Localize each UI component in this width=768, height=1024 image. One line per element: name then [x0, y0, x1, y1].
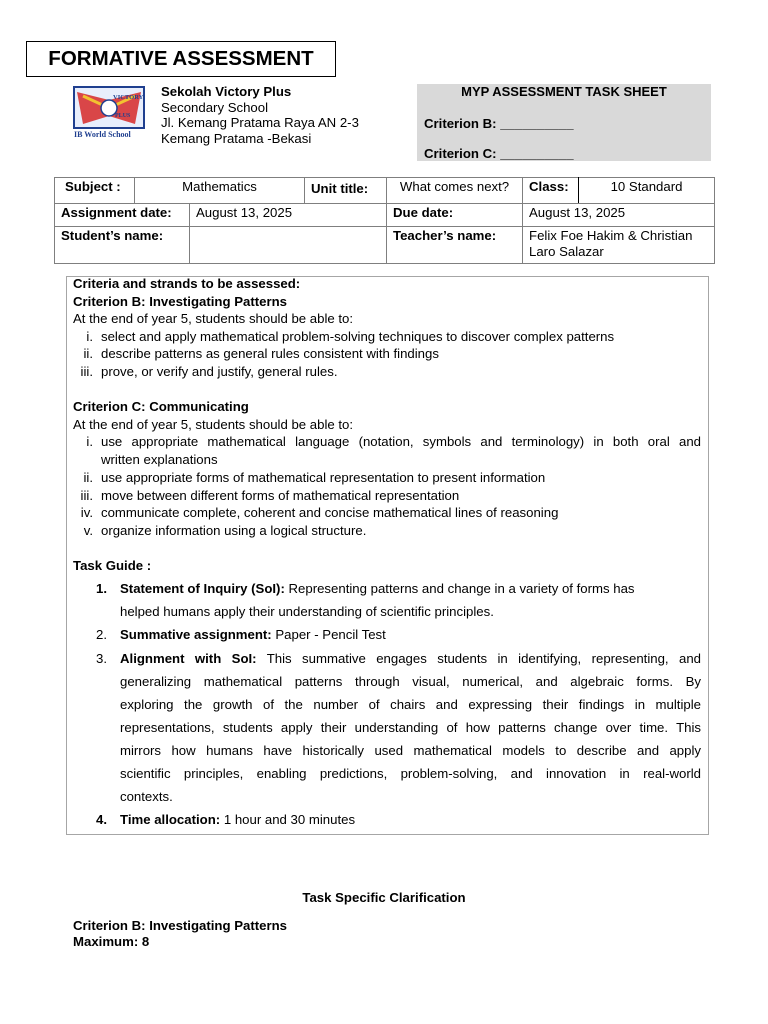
assignment-date-value: August 13, 2025: [190, 204, 387, 227]
task-item-text: scientific principles, enabling predictions, problem-solving, and innovation in real-world: [120, 766, 701, 781]
criterion-c-item-text: organize information using a logical structure.: [101, 523, 367, 538]
task-item-text: This summative engages students in identifying, representing, and: [266, 651, 701, 666]
clarification-maximum: Maximum: 8: [73, 934, 150, 949]
student-name-value[interactable]: [190, 227, 387, 264]
criterion-b-title: Criterion B: Investigating Patterns: [73, 294, 287, 309]
logo-text-bottom: PLUS: [115, 113, 131, 119]
student-name-label: Student’s name:: [55, 227, 190, 264]
task-item-label: Statement of Inquiry (SoI):: [120, 581, 285, 596]
criterion-b-item-text: describe patterns as general rules consistent with findings: [101, 346, 439, 361]
unit-title-label: Unit title:: [305, 178, 387, 204]
criterion-c-field: Criterion C: __________: [424, 146, 574, 161]
task-item-text: exploring the growth of the number of chairs and expressing their findings in multiple: [120, 697, 701, 712]
criterion-b-intro: At the end of year 5, students should be able to:: [73, 311, 354, 326]
subject-value: Mathematics: [135, 178, 305, 204]
task-item-number: 3.: [96, 651, 107, 666]
criterion-b-item-number: i.: [86, 329, 93, 344]
task-item-summative: [120, 627, 386, 643]
task-item-text: generalizing mathematical patterns through visual, numerical, and algebraic forms. By: [120, 674, 701, 689]
school-info: [161, 84, 359, 146]
task-item-text: Paper - Pencil Test: [275, 627, 386, 642]
criterion-c-intro: At the end of year 5, students should be able to:: [73, 417, 354, 432]
teacher-name-label: Teacher’s name:: [387, 227, 523, 264]
task-item-text: contexts.: [120, 789, 173, 804]
criteria-heading: Criteria and strands to be assessed:: [73, 276, 301, 291]
task-item-label: Alignment with SoI:: [120, 651, 257, 666]
criterion-c-item-number: iii.: [80, 488, 93, 503]
task-item-alignment: [120, 651, 701, 667]
class-value: 10 Standard: [579, 178, 715, 204]
clarification-heading: Task Specific Clarification: [302, 890, 466, 905]
address-line-2: Kemang Pratama -Bekasi: [161, 130, 312, 146]
criterion-b-field: Criterion B: __________: [424, 116, 574, 131]
criterion-c-item-number: ii.: [83, 470, 93, 485]
criterion-b-item-text: prove, or verify and justify, general rules.: [101, 364, 338, 379]
task-item-text: representations, students apply their understanding of how patterns change over time. This: [120, 720, 701, 735]
task-item-number: 4.: [96, 812, 107, 827]
teacher-name-line-1: Felix Foe Hakim & Christian: [529, 228, 693, 243]
criterion-c-item-text: use appropriate mathematical language (notation, symbols and terminology) in both oral and: [101, 434, 701, 449]
task-item-text: Representing patterns and change in a variety of forms has: [288, 581, 635, 596]
teacher-name-value: [523, 227, 715, 264]
criterion-c-title: Criterion C: Communicating: [73, 399, 249, 414]
class-label: Class:: [523, 178, 579, 204]
task-item-number: 1.: [96, 581, 107, 596]
task-item-text: mirrors how humans have historically used mathematical models to describe and apply: [120, 743, 701, 758]
task-guide-heading: Task Guide :: [73, 558, 152, 573]
subject-label: Subject :: [55, 178, 135, 204]
criterion-c-item-number: iv.: [80, 505, 93, 520]
logo-text-top: VICTORY: [113, 94, 144, 101]
task-item-text: 1 hour and 30 minutes: [223, 812, 356, 827]
criterion-b-item-text: select and apply mathematical problem-solving techniques to discover complex patterns: [101, 329, 615, 344]
myp-heading: MYP ASSESSMENT TASK SHEET: [461, 84, 667, 99]
criterion-c-item-number: v.: [83, 523, 93, 538]
task-item-text: helped humans apply their understanding of scientific principles.: [120, 604, 494, 619]
criterion-c-item-number: i.: [86, 434, 93, 449]
task-item-sol: [120, 581, 635, 597]
criterion-c-item-text: move between different forms of mathematical representation: [101, 488, 460, 503]
school-level: Secondary School: [161, 99, 269, 115]
teacher-name-line-2: Laro Salazar: [529, 244, 604, 259]
task-item-time: [120, 812, 355, 828]
school-name: Sekolah Victory Plus: [161, 84, 292, 99]
logo-caption: IB World School: [74, 130, 131, 138]
criterion-b-item-number: ii.: [83, 346, 93, 361]
criterion-c-item-text: written explanations: [101, 452, 218, 467]
school-logo: [73, 86, 145, 138]
due-date-label: Due date:: [387, 204, 523, 227]
criterion-c-item-text: communicate complete, coherent and concise mathematical lines of reasoning: [101, 505, 559, 520]
task-item-label: Time allocation:: [120, 812, 221, 827]
clarification-criterion: Criterion B: Investigating Patterns: [73, 918, 287, 933]
due-date-value: August 13, 2025: [523, 204, 715, 227]
assignment-date-label: Assignment date:: [55, 204, 190, 227]
address-line-1: Jl. Kemang Pratama Raya AN 2-3: [161, 115, 359, 131]
task-item-label: Summative assignment:: [120, 627, 272, 642]
unit-title-value: What comes next?: [387, 178, 523, 204]
document-title: FORMATIVE ASSESSMENT: [26, 41, 336, 77]
criterion-c-item-text: use appropriate forms of mathematical representation to present information: [101, 470, 546, 485]
task-item-number: 2.: [96, 627, 107, 642]
info-table: [54, 177, 715, 264]
criterion-b-item-number: iii.: [80, 364, 93, 379]
myp-task-sheet-box: [417, 84, 711, 161]
